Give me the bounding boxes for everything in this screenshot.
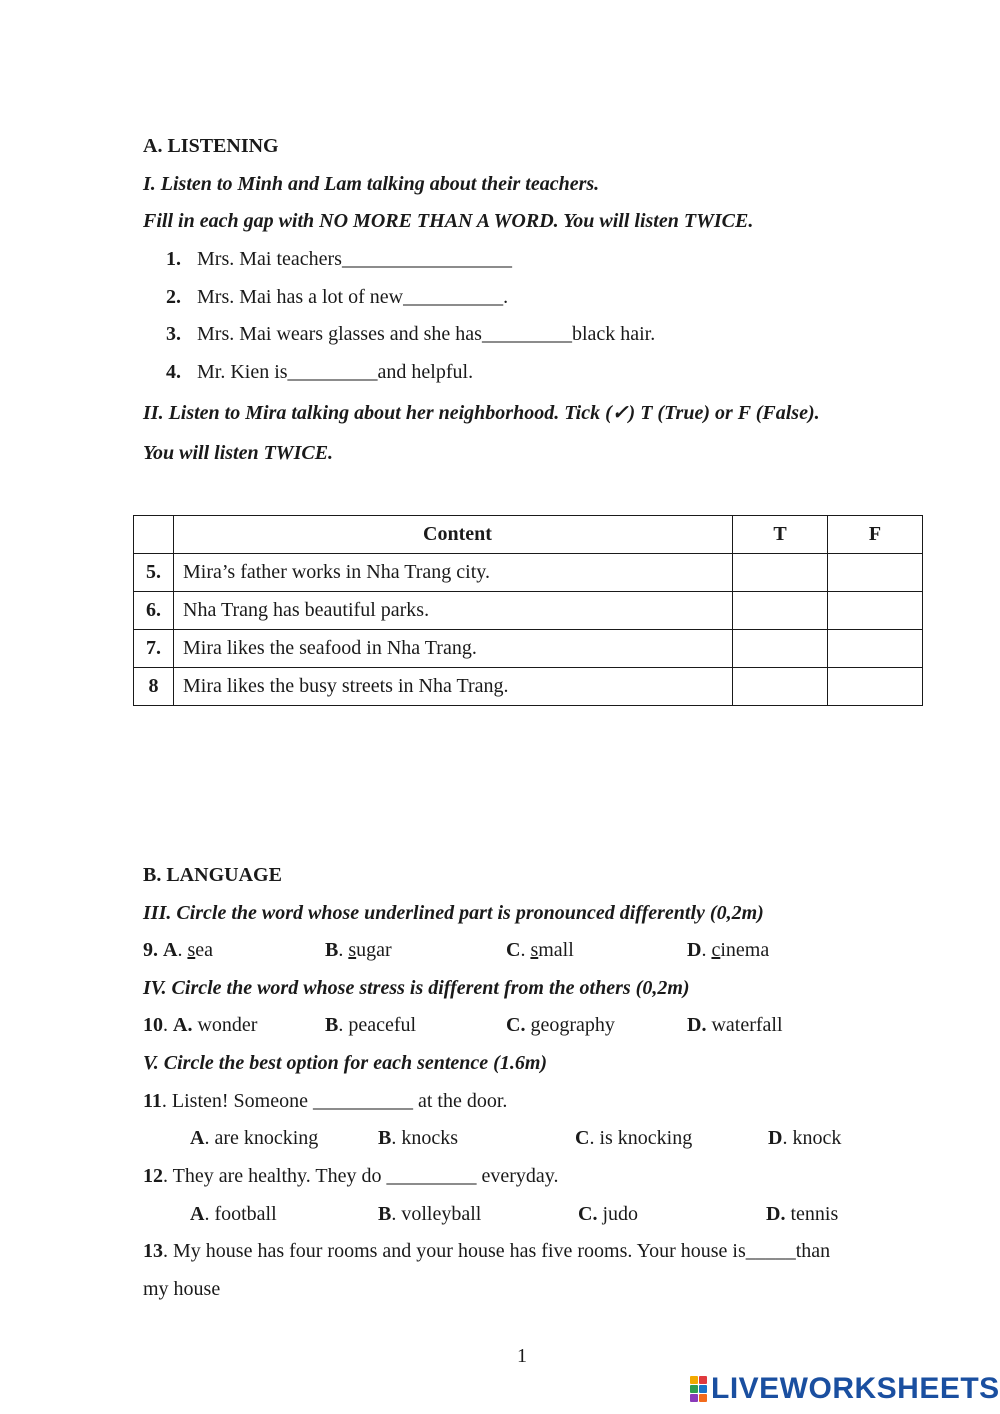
true-tick-cell[interactable] bbox=[733, 554, 828, 592]
question-1 bbox=[166, 247, 512, 271]
row-statement: Nha Trang has beautiful parks. bbox=[174, 592, 733, 630]
header-false: F bbox=[828, 516, 923, 554]
question-text: Mrs. Mai has a lot of new__________. bbox=[197, 286, 509, 308]
false-tick-cell[interactable] bbox=[828, 668, 923, 706]
option-a[interactable]: A. football bbox=[190, 1203, 277, 1225]
question-number: 13 bbox=[143, 1240, 163, 1262]
header-true: T bbox=[733, 516, 828, 554]
option-b[interactable]: B. peaceful bbox=[325, 1014, 417, 1036]
false-tick-cell[interactable] bbox=[828, 554, 923, 592]
question-3 bbox=[166, 322, 655, 346]
row-statement: Mira’s father works in Nha Trang city. bbox=[174, 554, 733, 592]
row-number: 8 bbox=[134, 668, 174, 706]
question-11 bbox=[143, 1089, 507, 1113]
question-12 bbox=[143, 1164, 558, 1188]
option-c[interactable]: C. small bbox=[506, 939, 574, 961]
logo-square bbox=[699, 1376, 707, 1384]
option-a[interactable]: A. are knocking bbox=[190, 1127, 319, 1149]
question-number: 1. bbox=[166, 248, 181, 270]
option-a[interactable]: sea bbox=[187, 939, 214, 961]
option-c[interactable]: C. geography bbox=[506, 1014, 615, 1036]
true-tick-cell[interactable] bbox=[733, 630, 828, 668]
question-text: Mr. Kien is_________and helpful. bbox=[197, 361, 474, 383]
true-false-table bbox=[133, 515, 923, 706]
option-d[interactable]: D. cinema bbox=[687, 939, 770, 961]
question-text: Mrs. Mai teachers_________________ bbox=[197, 248, 512, 270]
false-tick-cell[interactable] bbox=[828, 592, 923, 630]
logo-square bbox=[690, 1394, 698, 1402]
option-b[interactable]: B. knocks bbox=[378, 1127, 459, 1149]
table-header-row bbox=[134, 516, 923, 554]
question-text: Mrs. Mai wears glasses and she has_________black hair. bbox=[197, 323, 656, 345]
option-d[interactable]: D. knock bbox=[768, 1127, 842, 1149]
logo-square bbox=[699, 1394, 707, 1402]
logo-square bbox=[699, 1385, 707, 1393]
row-number: 7. bbox=[134, 630, 174, 668]
question-stem: . My house has four rooms and your house has five rooms. Your house is_____than bbox=[163, 1240, 831, 1262]
question-stem: . Listen! Someone __________ at the door. bbox=[161, 1090, 508, 1112]
question-10: 10. A. wonder bbox=[143, 1014, 258, 1036]
option-b[interactable]: B. sugar bbox=[325, 939, 392, 961]
question-9: 9. A. sea bbox=[143, 939, 214, 961]
question-stem: . They are healthy. They do _________ everyday. bbox=[163, 1165, 559, 1187]
option-letter: A bbox=[163, 939, 178, 961]
table-row bbox=[134, 668, 923, 706]
part5-title: V. Circle the best option for each sentence (1.6m) bbox=[143, 1052, 548, 1074]
question-number: 11 bbox=[143, 1090, 162, 1112]
option-a[interactable]: A. wonder bbox=[173, 1014, 258, 1036]
true-tick-cell[interactable] bbox=[733, 592, 828, 630]
question-number: 12 bbox=[143, 1165, 163, 1187]
row-number: 5. bbox=[134, 554, 174, 592]
section-b-heading: B. LANGUAGE bbox=[143, 864, 282, 886]
question-13 bbox=[143, 1239, 830, 1263]
row-statement: Mira likes the seafood in Nha Trang. bbox=[174, 630, 733, 668]
table-row bbox=[134, 592, 923, 630]
true-tick-cell[interactable] bbox=[733, 668, 828, 706]
logo-mark-icon bbox=[690, 1376, 707, 1402]
table-row bbox=[134, 554, 923, 592]
option-c[interactable]: C. judo bbox=[578, 1203, 639, 1225]
option-d[interactable]: D. waterfall bbox=[687, 1014, 783, 1036]
question-number: 9. bbox=[143, 939, 158, 961]
row-statement: Mira likes the busy streets in Nha Trang. bbox=[174, 668, 733, 706]
part1-title: I. Listen to Minh and Lam talking about their teachers. bbox=[143, 173, 600, 195]
part1-instruction: Fill in each gap with NO MORE THAN A WORD. You will listen TWICE. bbox=[143, 210, 754, 232]
option-c[interactable]: C. is knocking bbox=[575, 1127, 693, 1149]
question-2 bbox=[166, 285, 508, 309]
question-number: 3. bbox=[166, 323, 181, 345]
question-13-continuation: my house bbox=[143, 1278, 221, 1300]
logo-square bbox=[690, 1385, 698, 1393]
question-number: 4. bbox=[166, 361, 181, 383]
part4-title: IV. Circle the word whose stress is different from the others (0,2m) bbox=[143, 977, 690, 999]
part2-instruction: You will listen TWICE. bbox=[143, 442, 334, 464]
part2-title: II. Listen to Mira talking about her neighborhood. Tick (✓) T (True) or F (False). bbox=[143, 402, 820, 424]
page-number: 1 bbox=[517, 1345, 527, 1367]
logo-square bbox=[690, 1376, 698, 1384]
liveworksheets-logo bbox=[690, 1372, 1000, 1406]
question-number: 2. bbox=[166, 286, 181, 308]
table-row bbox=[134, 630, 923, 668]
logo-text: LIVEWORKSHEETS bbox=[711, 1372, 1000, 1405]
question-4 bbox=[166, 360, 473, 384]
row-number: 6. bbox=[134, 592, 174, 630]
option-d[interactable]: D. tennis bbox=[766, 1203, 839, 1225]
header-content: Content bbox=[174, 516, 733, 554]
part3-title: III. Circle the word whose underlined part is pronounced differently (0,2m) bbox=[143, 902, 764, 924]
section-a-heading: A. LISTENING bbox=[143, 135, 279, 157]
false-tick-cell[interactable] bbox=[828, 630, 923, 668]
option-b[interactable]: B. volleyball bbox=[378, 1203, 482, 1225]
header-num-cell bbox=[134, 516, 174, 554]
question-number: 10 bbox=[143, 1014, 163, 1036]
